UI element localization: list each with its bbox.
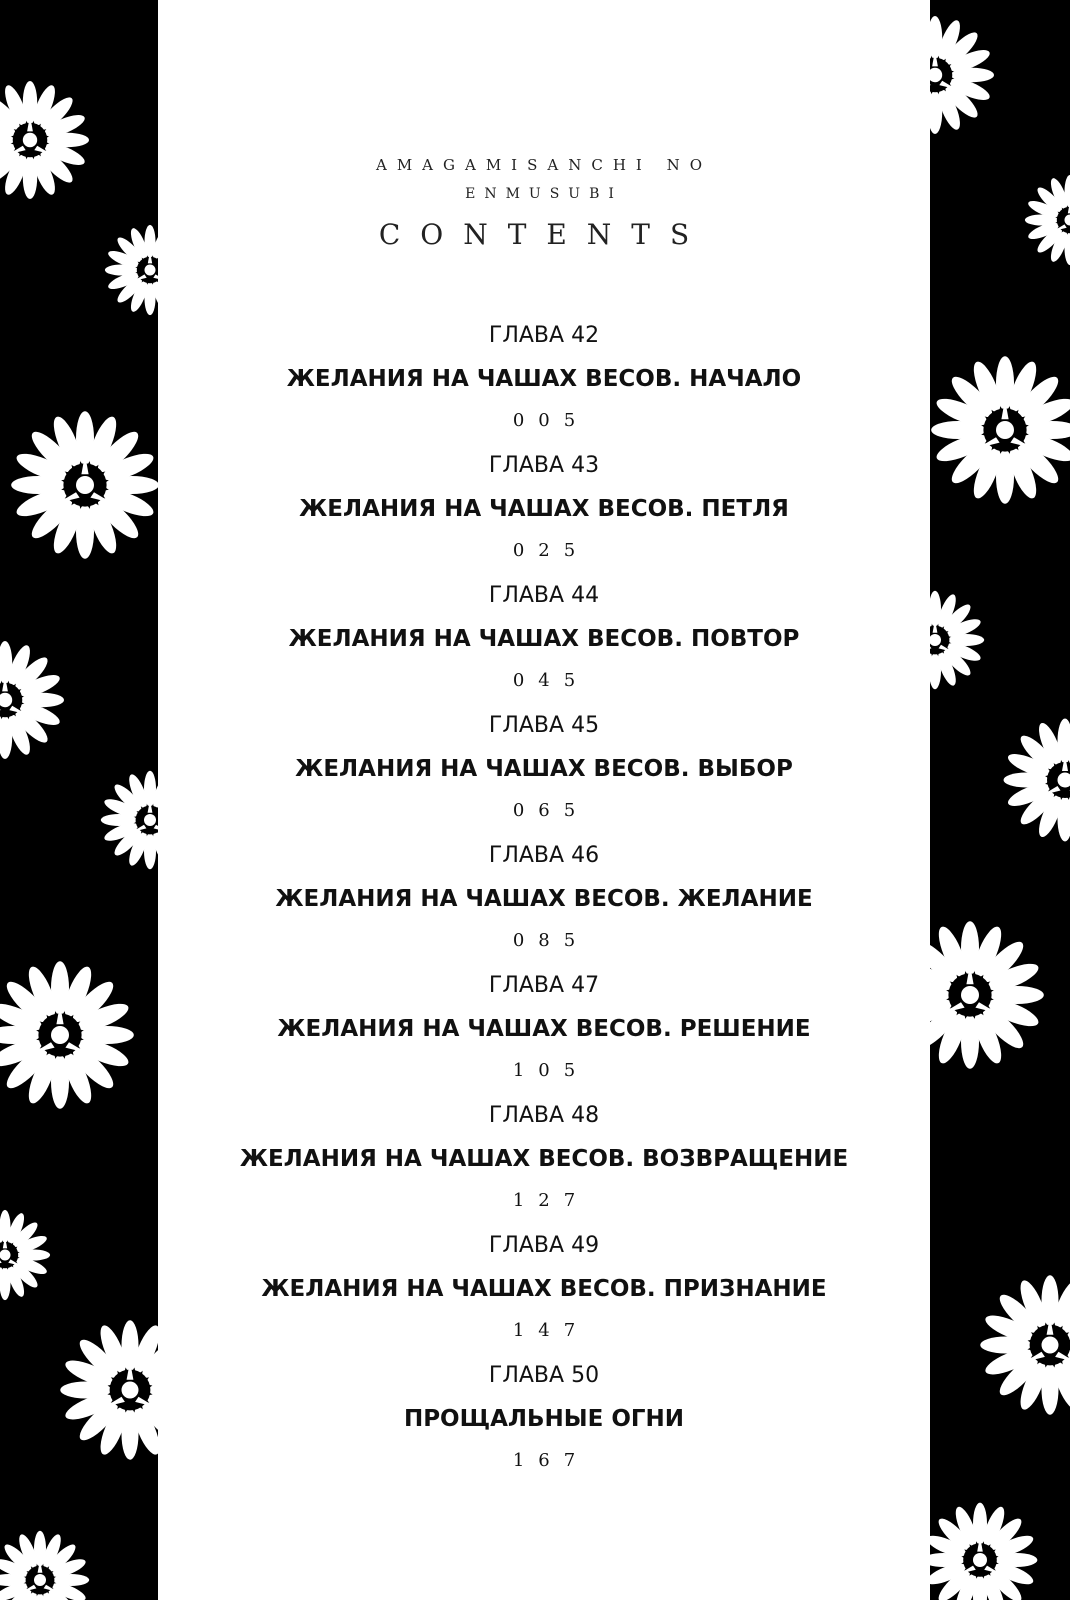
series-title-line1: AMAGAMISANCHI NO	[375, 156, 713, 174]
chapter-label: ГЛАВА 42	[488, 323, 600, 348]
chapter-label: ГЛАВА 50	[488, 1363, 600, 1388]
toc-entry-48[interactable]	[158, 1101, 930, 1231]
page-number: 025	[512, 540, 590, 561]
toc-entry-46[interactable]	[158, 841, 930, 971]
chapter-title: ЖЕЛАНИЯ НА ЧАШАХ ВЕСОВ. ЖЕЛАНИЕ	[275, 886, 813, 912]
chapter-label: ГЛАВА 44	[488, 583, 600, 608]
toc-entry-47[interactable]	[158, 971, 930, 1101]
chapter-title: ЖЕЛАНИЯ НА ЧАШАХ ВЕСОВ. ВОЗВРАЩЕНИЕ	[239, 1146, 849, 1172]
toc-entry-44[interactable]	[158, 581, 930, 711]
chrysanthemum-crest-icon	[979, 1274, 1070, 1417]
right-chrysanthemum-pattern	[930, 0, 1070, 1600]
chrysanthemum-crest-icon	[9, 409, 158, 560]
chrysanthemum-crest-icon	[930, 1501, 1039, 1600]
page-number: 045	[512, 670, 590, 691]
chrysanthemum-crest-icon	[930, 919, 1046, 1070]
page-number: 147	[512, 1320, 590, 1341]
chapter-label: ГЛАВА 48	[488, 1103, 600, 1128]
chapter-label: ГЛАВА 49	[488, 1233, 600, 1258]
chapter-title: ЖЕЛАНИЯ НА ЧАШАХ ВЕСОВ. ВЫБОР	[295, 756, 793, 782]
chapter-title: ЖЕЛАНИЯ НА ЧАШАХ ВЕСОВ. ПОВТОР	[288, 626, 800, 652]
chrysanthemum-crest-icon	[100, 770, 158, 871]
series-title-line2: ENMUSUBI	[465, 186, 623, 202]
toc-entry-45[interactable]	[158, 711, 930, 841]
chrysanthemum-crest-icon	[0, 80, 90, 201]
chrysanthemum-crest-icon	[930, 590, 985, 691]
chrysanthemum-crest-icon	[930, 15, 995, 136]
chrysanthemum-crest-icon	[0, 1209, 51, 1301]
chrysanthemum-crest-icon	[0, 1530, 90, 1600]
chapter-label: ГЛАВА 46	[488, 843, 600, 868]
chrysanthemum-crest-icon	[1024, 174, 1070, 266]
chapter-title: ЖЕЛАНИЯ НА ЧАШАХ ВЕСОВ. НАЧАЛО	[286, 366, 802, 392]
toc-entry-50[interactable]	[158, 1361, 930, 1491]
toc-entry-49[interactable]	[158, 1231, 930, 1361]
contents-heading: CONTENTS	[378, 218, 710, 251]
chapter-title: ЖЕЛАНИЯ НА ЧАШАХ ВЕСОВ. ПРИЗНАНИЕ	[261, 1276, 827, 1302]
chapter-title: ЖЕЛАНИЯ НА ЧАШАХ ВЕСОВ. РЕШЕНИЕ	[277, 1016, 811, 1042]
chrysanthemum-crest-icon	[104, 224, 158, 316]
chapter-label: ГЛАВА 45	[488, 713, 600, 738]
chrysanthemum-crest-icon	[1002, 717, 1070, 843]
chrysanthemum-crest-icon	[59, 1319, 158, 1462]
page-number: 105	[512, 1060, 590, 1081]
chrysanthemum-crest-icon	[0, 959, 136, 1110]
left-chrysanthemum-pattern	[0, 0, 158, 1600]
page-number: 065	[512, 800, 590, 821]
left-pattern-strip	[0, 0, 158, 1600]
chrysanthemum-crest-icon	[930, 354, 1070, 505]
contents-panel	[158, 0, 930, 1600]
chapter-title: ЖЕЛАНИЯ НА ЧАШАХ ВЕСОВ. ПЕТЛЯ	[299, 496, 789, 522]
toc-entry-43[interactable]	[158, 451, 930, 581]
toc-entry-42[interactable]	[158, 321, 930, 451]
chapter-label: ГЛАВА 43	[488, 453, 600, 478]
page-number: 085	[512, 930, 590, 951]
right-pattern-strip	[930, 0, 1070, 1600]
chrysanthemum-crest-icon	[0, 640, 65, 761]
chapter-label: ГЛАВА 47	[488, 973, 600, 998]
page-number: 127	[512, 1190, 590, 1211]
page-number: 005	[512, 410, 590, 431]
chapter-title: ПРОЩАЛЬНЫЕ ОГНИ	[403, 1406, 685, 1432]
page-number: 167	[512, 1450, 590, 1471]
